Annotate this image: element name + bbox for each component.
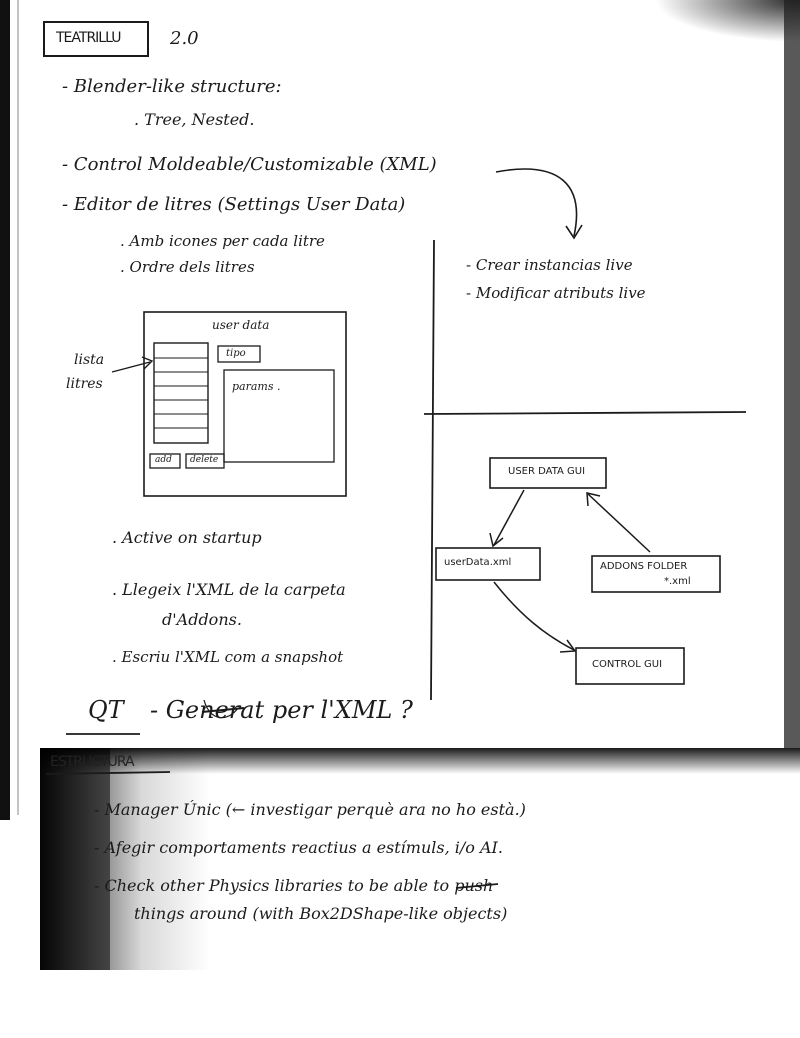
sketch-delete-label: delete <box>190 455 219 465</box>
diagram-userdata-xml-label: userData.xml <box>444 557 512 568</box>
corner-shadow <box>560 0 800 70</box>
note-llegeix-addons: d'Addons. <box>162 610 242 629</box>
diagram-user-data-gui-label: USER DATA GUI <box>508 466 586 477</box>
note-editor-litres: - Editor de litres (Settings User Data) <box>62 194 406 215</box>
arrow-xml-to-control <box>494 582 574 650</box>
note-llegeix-xml: . Llegeix l'XML de la carpeta <box>112 580 346 599</box>
note-modify-attributes: - Modificar atributs live <box>466 284 646 302</box>
page2-item-reactive: - Afegir comportaments reactius a estímuls, i/o AI. <box>94 838 503 857</box>
sketch-side-label-2: litres <box>66 376 103 392</box>
arrow-gui-to-xml <box>494 490 524 545</box>
section-divider <box>424 412 746 414</box>
notebook-title: TEATRILLU <box>56 30 121 46</box>
note-escriu-snapshot: . Escriu l'XML com a snapshot <box>112 648 344 666</box>
page2-item-physics-cont: things around (with Box2DShape-like objects) <box>134 904 508 923</box>
diagram-addons-xml-label: *.xml <box>664 576 691 587</box>
notebook-version: 2.0 <box>170 28 199 49</box>
page-left-edge <box>0 0 10 820</box>
note-blender-structure: - Blender-like structure: <box>62 76 282 97</box>
sketch-add-label: add <box>155 455 172 465</box>
arrow-addons-to-gui <box>588 494 650 552</box>
sketch-type-label: tipo <box>226 348 246 359</box>
sketch-params-label: params . <box>232 380 281 393</box>
note-order-litres: . Ordre dels litres <box>120 258 255 276</box>
page2-item-physics: - Check other Physics libraries to be able to push <box>94 876 494 895</box>
diagram-control-gui-label: CONTROL GUI <box>592 659 663 670</box>
note-create-instances: - Crear instancias live <box>466 256 633 274</box>
qt-question: - Generat per l'XML ? <box>150 696 413 724</box>
note-control-moldeable: - Control Moldeable/Customizable (XML) <box>62 154 437 175</box>
column-divider <box>431 240 434 700</box>
note-tree-nested: . Tree, Nested. <box>134 110 255 129</box>
diagram-addons-folder-label: ADDONS FOLDER <box>600 561 688 572</box>
sketch-side-label-1: lista <box>74 352 105 368</box>
page2-top-shadow <box>40 748 800 774</box>
curved-arrow <box>496 169 577 236</box>
qt-label: QT <box>88 696 124 724</box>
page-right-edge <box>784 0 800 820</box>
sketch-title: user data <box>212 318 270 332</box>
page2-title: ESTRUCTURA <box>50 754 134 770</box>
page2-item-manager: - Manager Únic (← investigar perquè ara no ho està.) <box>94 800 526 819</box>
note-icons-per-litre: . Amb icones per cada litre <box>120 232 325 250</box>
note-active-startup: . Active on startup <box>112 528 262 547</box>
